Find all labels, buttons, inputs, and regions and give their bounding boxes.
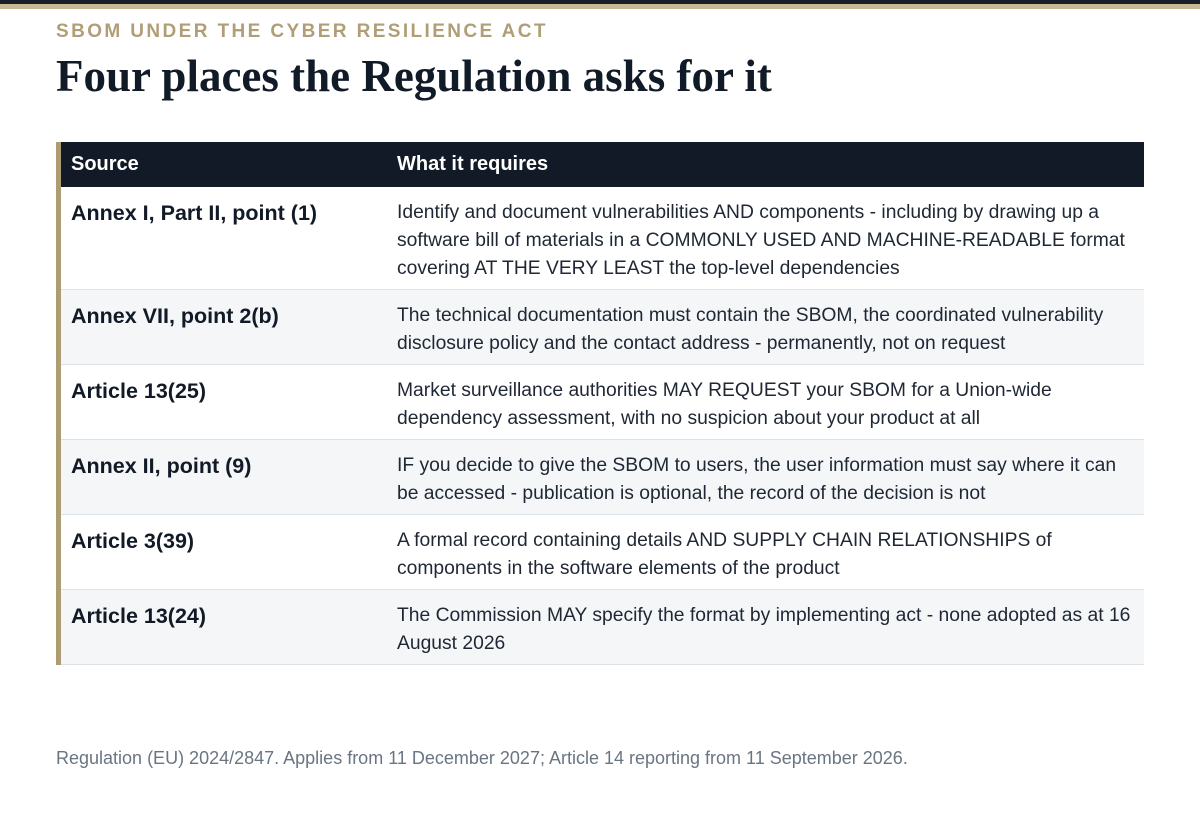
header-requirement: What it requires xyxy=(387,142,1144,187)
row-requirement: The Commission MAY specify the format by implementing act - none adopted as at 16 August 2026 xyxy=(387,590,1144,665)
row-requirement: A formal record containing details AND SUPPLY CHAIN RELATIONSHIPS of components in the software elements of the product xyxy=(387,515,1144,590)
header-source: Source xyxy=(61,142,387,187)
top-rule-accent xyxy=(0,4,1200,9)
page-title: Four places the Regulation asks for it xyxy=(56,51,772,101)
row-requirement: The technical documentation must contain the SBOM, the coordinated vulnerability disclosure policy and the contact address - permanently, not on request xyxy=(387,290,1144,365)
table-row xyxy=(61,440,1144,515)
row-requirement: Identify and document vulnerabilities AND components - including by drawing up a software bill of materials in a COMMONLY USED AND MACHINE-READABLE format covering AT THE VERY LEAST the top-level dependencies xyxy=(387,187,1144,290)
row-source: Annex II, point (9) xyxy=(61,440,387,515)
table-row xyxy=(61,590,1144,665)
requirements-table-container xyxy=(56,142,1149,665)
row-requirement: IF you decide to give the SBOM to users, the user information must say where it can be accessed - publication is optional, the record of the decision is not xyxy=(387,440,1144,515)
table-row xyxy=(61,365,1144,440)
requirements-table xyxy=(61,142,1144,665)
table-row xyxy=(61,187,1144,290)
row-requirement: Market surveillance authorities MAY REQUEST your SBOM for a Union-wide dependency assessment, with no suspicion about your product at all xyxy=(387,365,1144,440)
footnote: Regulation (EU) 2024/2847. Applies from 11 December 2027; Article 14 reporting from 11 September 2026. xyxy=(56,748,908,768)
row-source: Article 13(24) xyxy=(61,590,387,665)
row-source: Article 3(39) xyxy=(61,515,387,590)
row-source: Annex I, Part II, point (1) xyxy=(61,187,387,290)
table-header-row xyxy=(61,142,1144,187)
table-row xyxy=(61,290,1144,365)
row-source: Article 13(25) xyxy=(61,365,387,440)
kicker: SBOM UNDER THE CYBER RESILIENCE ACT xyxy=(56,21,548,42)
row-source: Annex VII, point 2(b) xyxy=(61,290,387,365)
table-row xyxy=(61,515,1144,590)
